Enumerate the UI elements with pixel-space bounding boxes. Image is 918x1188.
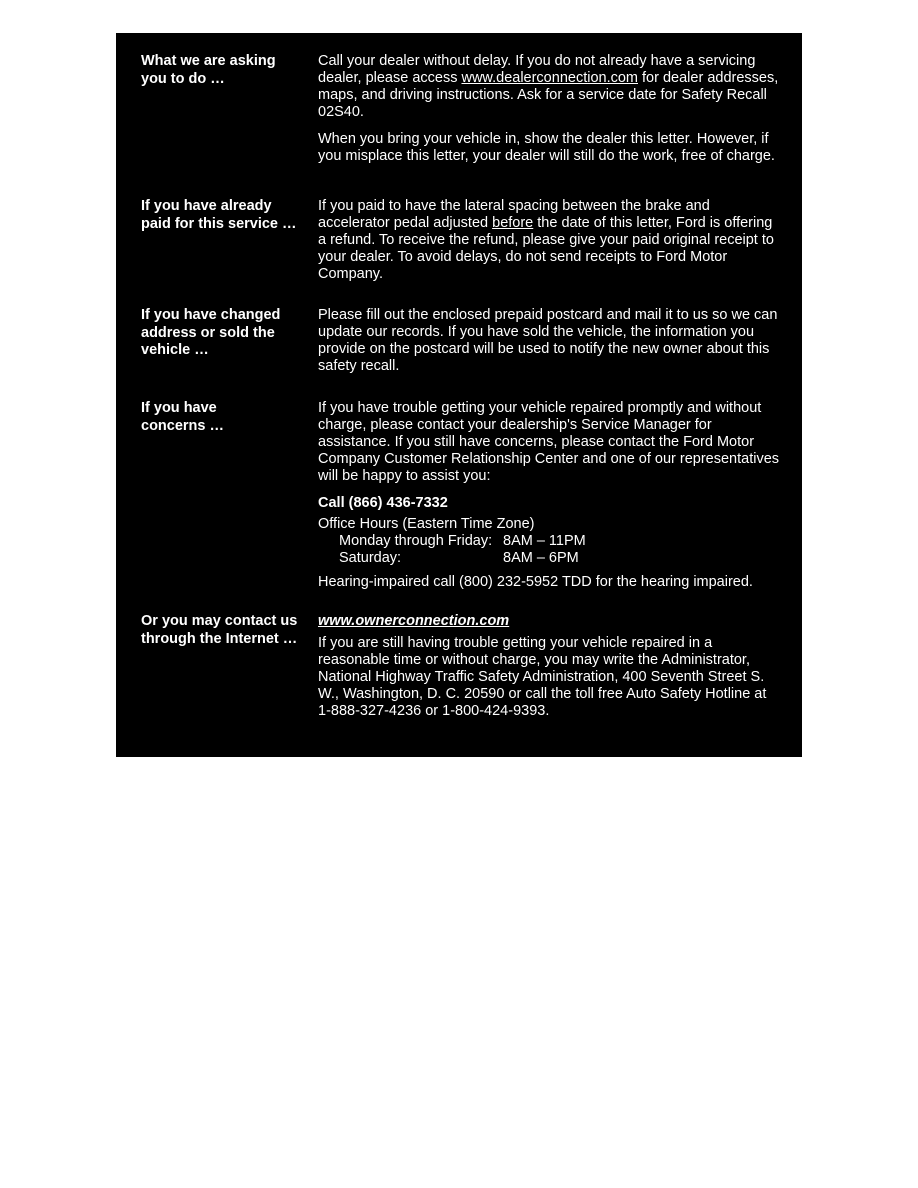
office-hours-title: Office Hours (Eastern Time Zone): [318, 516, 535, 532]
section-label: If you have concerns …: [141, 400, 224, 434]
section-body: [318, 307, 780, 375]
section-label: What we are asking you to do …: [141, 53, 276, 87]
paragraph: If you paid to have the lateral spacing between the brake and accelerator pedal adjusted before the date of this letter, Ford is offering a refund. To receive the refund, please give your paid original receipt to your dealer. To avoid delays, do not send receipts to Ford Motor Company.: [318, 198, 774, 282]
paragraph: If you are still having trouble getting your vehicle repaired in a reasonable time or without charge, you may write the Administrator, National Highway Traffic Safety Administration, 400 Seventh Street S. W., Washington, D. C. 20590 or call the toll free Auto Safety Hotline at 1-888-327-4236 or 1-800-424-9393.: [318, 635, 767, 719]
section-body: [318, 53, 780, 165]
paragraph: Call your dealer without delay. If you do not already have a servicing dealer, please access www.dealerconnection.com for dealer addresses, maps, and driving instructions. Ask for a service date for Safety Recall 02S40.: [318, 53, 779, 120]
section-body: [318, 400, 780, 591]
section-label: If you have already paid for this service …: [141, 198, 297, 232]
recall-letter-panel: [116, 33, 802, 757]
ownerconnection-link[interactable]: www.ownerconnection.com: [318, 613, 510, 629]
tdd-line: Hearing-impaired call (800) 232-5952 TDD for the hearing impaired.: [318, 574, 753, 590]
hours-row-saturday: Saturday: 8AM – 6PM: [339, 550, 579, 566]
dealerconnection-link[interactable]: www.dealerconnection.com: [461, 70, 638, 86]
section-body: [318, 198, 780, 283]
paragraph: When you bring your vehicle in, show the dealer this letter. However, if you misplace this letter, your dealer will still do the work, free of charge.: [318, 131, 775, 164]
paragraph: If you have trouble getting your vehicle repaired promptly and without charge, please contact your dealership's Service Manager for assistance. If you still have concerns, please contact the Ford Motor Company Customer Relationship Center and one of our representatives will be happy to assist you:: [318, 400, 780, 484]
section-label: Or you may contact us through the Internet …: [141, 613, 298, 647]
paragraph: Please fill out the enclosed prepaid postcard and mail it to us so we can update our records. If you have sold the vehicle, the information you provide on the postcard will be used to notify the new owner about this safety recall.: [318, 307, 778, 374]
section-body: [318, 613, 780, 720]
phone-number: Call (866) 436-7332: [318, 495, 448, 511]
hours-row-weekday: Monday through Friday: 8AM – 11PM: [339, 533, 586, 549]
section-label: If you have changed address or sold the vehicle …: [141, 307, 281, 358]
